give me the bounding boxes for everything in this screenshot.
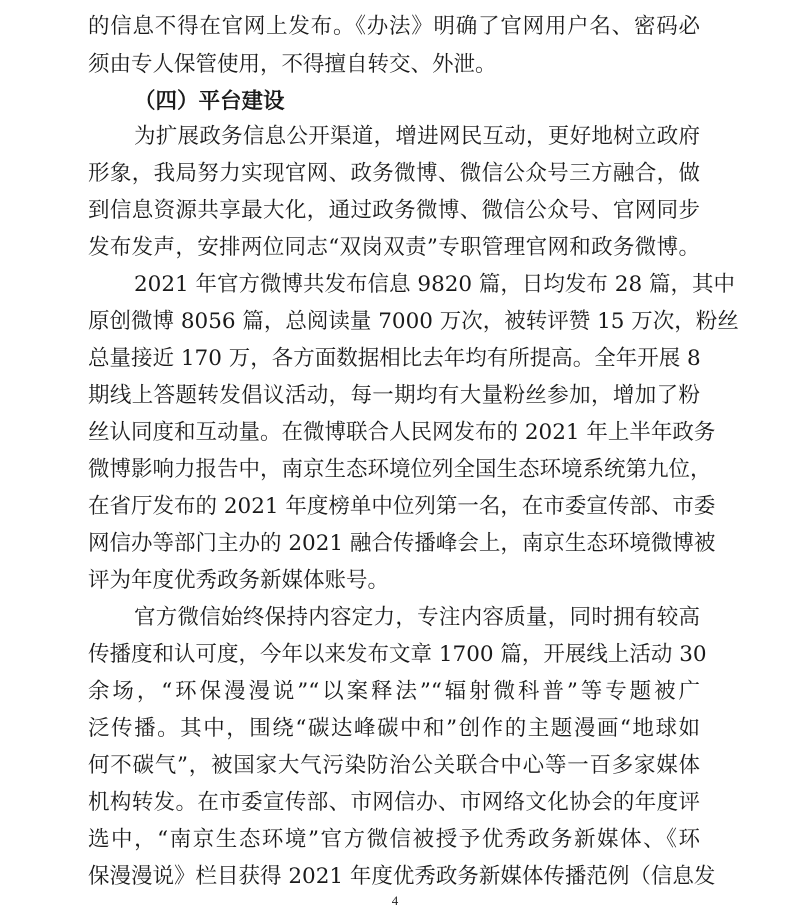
- text-line: 网信办等部门主办的 2021 融合传播峰会上，南京生态环境微博被: [88, 531, 716, 556]
- page-number: 4: [391, 893, 399, 908]
- text-line: 为扩展政务信息公开渠道，增进网民互动，更好地树立政府: [134, 124, 700, 149]
- text-line: 微博影响力报告中，南京生态环境位列全国生态环境系统第九位，: [88, 457, 712, 482]
- text-line: 传播度和认可度，今年以来发布文章 1700 篇，开展线上活动 30: [88, 642, 707, 667]
- text-line: 何不碳气”，被国家大气污染防治公关联合中心等一百多家媒体: [88, 753, 700, 778]
- text-line: 发布发声，安排两位同志“双岗双责”专职管理官网和政务微博。: [88, 235, 700, 260]
- text-line: 余场，“环保漫漫说”“以案释法”“辐射微科普”等专题被广: [88, 679, 700, 704]
- text-line: 泛传播。其中，围绕“碳达峰碳中和”创作的主题漫画“地球如: [88, 716, 700, 741]
- text-line: 原创微博 8056 篇，总阅读量 7000 万次，被转评赞 15 万次，粉丝: [88, 309, 739, 334]
- text-line: 须由专人保管使用，不得擅自转交、外泄。: [88, 52, 497, 77]
- text-line: 期线上答题转发倡议活动，每一期均有大量粉丝参加，增加了粉: [88, 383, 700, 408]
- text-line: 评为年度优秀政务新媒体账号。: [88, 568, 390, 593]
- text-line: 形象，我局努力实现官网、政务微博、微信公众号三方融合，做: [88, 161, 700, 186]
- text-line: 保漫漫说》栏目获得 2021 年度优秀政务新媒体传播范例（信息发: [88, 864, 716, 889]
- section-heading: （四）平台建设: [134, 89, 285, 114]
- text-line: 选中，“南京生态环境”官方微信被授予优秀政务新媒体、《环: [88, 827, 700, 852]
- text-line: 的信息不得在官网上发布。《办法》明确了官网用户名、密码必: [88, 14, 700, 39]
- text-line: 官方微信始终保持内容定力，专注内容质量，同时拥有较高: [134, 605, 700, 630]
- text-line: 机构转发。在市委宣传部、市网信办、市网络文化协会的年度评: [88, 790, 700, 815]
- text-line: 2021 年官方微博共发布信息 9820 篇，日均发布 28 篇，其中: [134, 272, 735, 297]
- text-line: 总量接近 170 万，各方面数据相比去年均有所提高。全年开展 8: [88, 346, 701, 371]
- text-line: 丝认同度和互动量。在微博联合人民网发布的 2021 年上半年政务: [88, 420, 716, 445]
- text-line: 在省厅发布的 2021 年度榜单中位列第一名，在市委宣传部、市委: [88, 494, 716, 519]
- text-line: 到信息资源共享最大化，通过政务微博、微信公众号、官网同步: [88, 198, 700, 223]
